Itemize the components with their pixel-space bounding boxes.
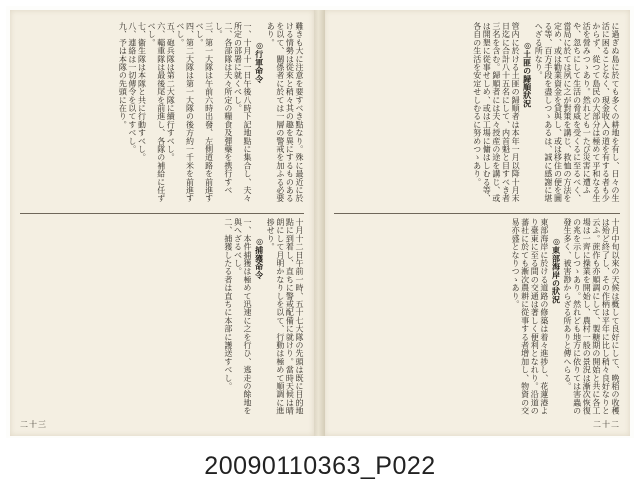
right-lower-text-2: 東部海岸に於ける道路の修築は着々進捗し、花蓮港より臺東に至る間の交通は著しく便利となれり。沿道の蕃社に於ても漸次農耕に從事する者增加し、物資の交易亦盛となりつゝあり。 <box>511 218 549 415</box>
left-lower-block <box>20 218 304 416</box>
left-section-divider <box>20 213 304 214</box>
left-item: 六、輜重隊は最後尾を前進し、各隊の補給に任ずべし。 <box>147 22 166 203</box>
right-upper-heading: ◎土匪の歸順狀況 <box>522 40 533 108</box>
right-page <box>324 10 630 436</box>
book-spine <box>313 10 325 436</box>
left-page-text-area <box>20 22 304 422</box>
scanned-spread <box>6 6 634 438</box>
left-upper-text: 難きも大に注意を要すべき點なり。殊に最近に於ける情勢は從來と稍々其の趣を異にするものあるを以て、關係者に於ては一層の警戒を加ふる必要あり。 <box>266 22 304 203</box>
left-upper-heading: ◎行軍命令 <box>254 40 265 83</box>
left-lower-item: 一、本件捕獲は極めて迅速に之を行ひ、逃走の餘地を與へざるべし。 <box>233 218 253 415</box>
right-lower-heading: ◎東部海岸の狀況 <box>551 236 562 304</box>
left-upper-block <box>20 22 304 210</box>
left-page-number: 二十三 <box>20 420 47 429</box>
right-page-number: 二十二 <box>593 420 620 429</box>
left-lower-item: 二、捕獲したる者は直ちに本部に護送すべし。 <box>223 218 233 391</box>
right-lower-text: 十月中旬以來の天候は概して良好にして、晩稻の收穫は殆ど終了し、その作柄は平年に比し稍々良好なりと云ふ。蔗作も亦順調にして、製糖期の開始と共に各工場は一齊に操業を開始し、農村一般の景況は漸次恢復の兆を示しつゝあり。然れども地方に依りては害蟲の發生多く、被害尠からざる所ありと傳へらる。 <box>563 218 620 415</box>
left-item: 四、第二大隊は第一大隊の後方約一千米を前進すべし。 <box>175 22 195 203</box>
right-upper-text: に過ぎぬ島に於ても多くの耕地を有し、日々の生活に困ることなく、現金收入の道を有する者も少からず、從つて島民の大部分は極めて平和なる生活を營みつゝあり。然れども一たび災害に遭ふや、忽ちにして生活の脅威を受くるに至るべく、當局に於ては夙に之が對策を講じ、救恤の方法を定め、或は勸業資金を貸與し、或は移住の便を圖る等、百方手段を盡しつゝあるは、誠に感謝に堪へざる所なり。 <box>534 22 620 203</box>
right-page-text-area <box>334 22 620 422</box>
left-item: 二、各部隊は夫々所定の糧食及彈藥を携行すべし。 <box>214 22 233 195</box>
left-item: 五、砲兵隊は第二大隊に續行すべし。 <box>166 22 176 162</box>
image-caption: 20090110363_P022 <box>204 452 436 480</box>
right-upper-text-2: 管内に於ける土匪の歸順者は本年一月以降十月末日迄に合計八十五名にして、内首魁と目すべき者三名を含む。歸順者には夫々授産の途を講じ、或は開墾に從事せしめ、或は工場に傭はしむる等、各自の生活を安定せしむるに努めつゝあり。 <box>472 22 521 203</box>
right-lower-block <box>334 218 620 416</box>
left-item: 八、連絡は一切傳令を以てすべし。 <box>127 22 137 154</box>
left-lower-heading: ◎捕獲命令 <box>254 236 265 279</box>
left-item: 一、十月十一日午後八時下記地點に集合し、夫々所定の部署に就くべし。 <box>233 22 253 203</box>
left-item: 三、第一大隊は午前六時出發、左側道路を前進すべし。 <box>195 22 214 203</box>
right-section-divider <box>334 213 620 214</box>
left-item: 九、予は本隊の先頭に在り。 <box>118 22 128 129</box>
left-item: 七、衞生隊は本隊と共に行動すべし。 <box>137 22 147 162</box>
left-lower-text: 十月十二日午前一時、五十七大隊の先頭は既に目的地點に到着し、直ちに警戒配備に就けり。當時天候は晴朗にして月明かなりしを以て、行動は極めて順調に進捗せり。 <box>266 218 304 415</box>
right-upper-block <box>334 22 620 210</box>
left-page <box>10 10 314 436</box>
